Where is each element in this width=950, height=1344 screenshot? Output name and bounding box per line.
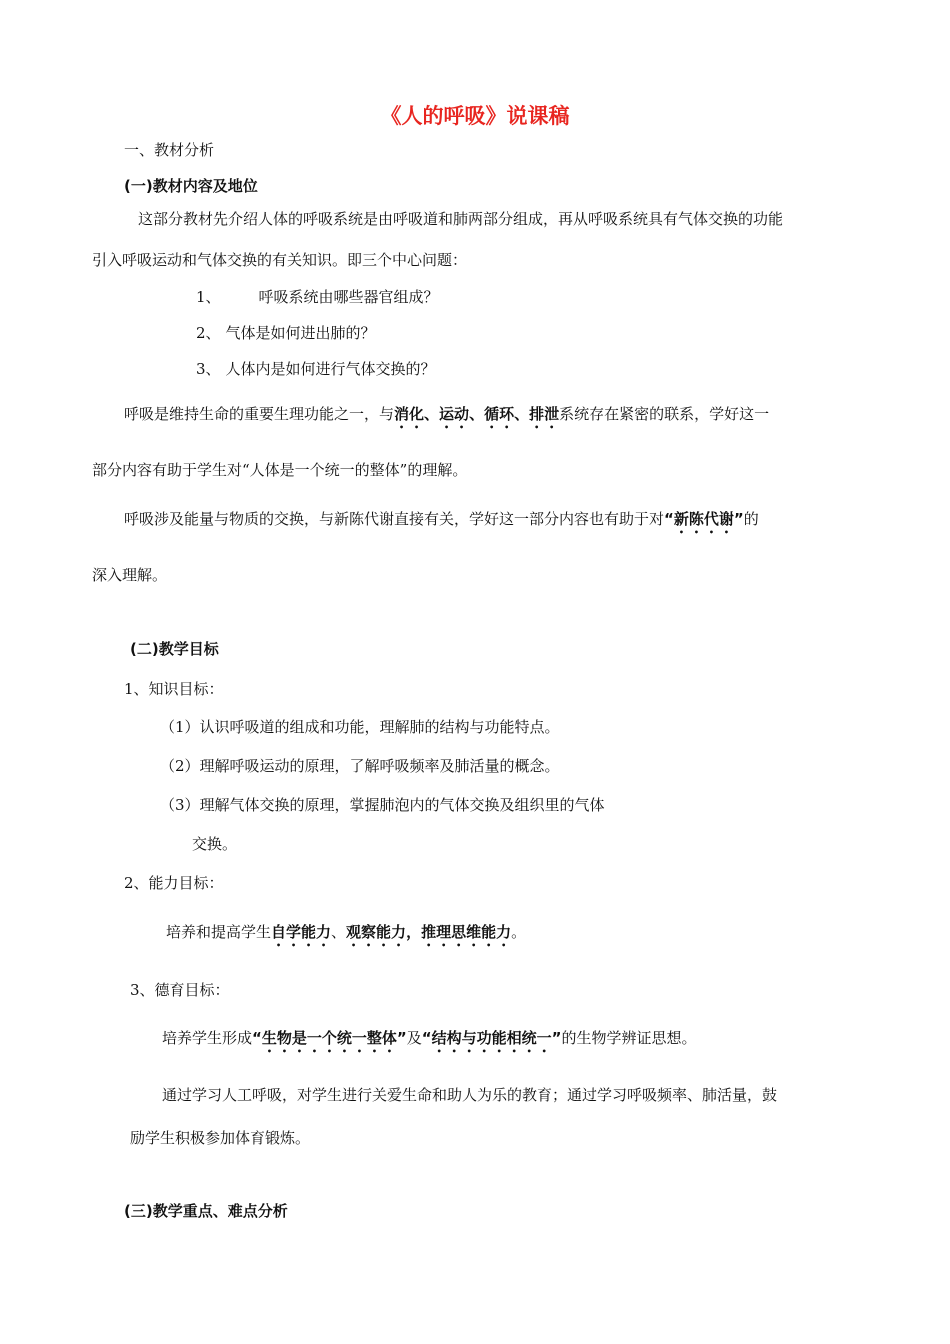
separator: 、 bbox=[424, 405, 440, 423]
knowledge-goal-3: （3）理解气体交换的原理，掌握肺泡内的气体交换及组织里的气体 bbox=[160, 796, 605, 814]
text-run: 的生物学辨证思想。 bbox=[561, 1029, 697, 1047]
text-run: 及 bbox=[406, 1029, 422, 1047]
emphasis-reasoning: 推理思维能力 bbox=[421, 923, 512, 941]
text-run: 培养和提高学生 bbox=[166, 923, 272, 941]
emphasis-observation: 观察能力 bbox=[346, 923, 407, 941]
subheading-key-difficult-points: (三)教学重点、难点分析 bbox=[124, 1202, 288, 1220]
moral-paragraph-line2: 励学生积极参加体育锻炼。 bbox=[130, 1129, 311, 1147]
knowledge-goal-1: （1）认识呼吸道的组成和功能，理解肺的结构与功能特点。 bbox=[160, 718, 560, 736]
emphasis-circulation: 循环 bbox=[484, 405, 515, 423]
emphasis-movement: 运动 bbox=[439, 405, 470, 423]
question-text: 人体内是如何进行气体交换的？ bbox=[225, 360, 436, 378]
separator: ， bbox=[406, 923, 422, 941]
text-run: 呼吸是维持生命的重要生理功能之一，与 bbox=[124, 405, 395, 423]
text-run: 培养学生形成 bbox=[162, 1029, 253, 1047]
paragraph-metabolism-line2: 深入理解。 bbox=[92, 566, 168, 584]
quote-mark: ” bbox=[551, 1029, 562, 1047]
quote-mark: “ bbox=[421, 1029, 432, 1047]
question-number: 1、 bbox=[196, 288, 221, 306]
separator: 、 bbox=[469, 405, 485, 423]
text-run: 。 bbox=[511, 923, 527, 941]
subheading-content-position: (一)教材内容及地位 bbox=[124, 177, 258, 195]
document-title: 《人的呼吸》说课稿 bbox=[380, 104, 570, 128]
section-heading-textbook-analysis: 一、教材分析 bbox=[124, 141, 215, 159]
emphasis-metabolism: 新陈代谢 bbox=[673, 510, 734, 528]
separator: 、 bbox=[331, 923, 347, 941]
text-run: 呼吸涉及能量与物质的交换，与新陈代谢直接有关，学好这一部分内容也有助于对 bbox=[124, 510, 665, 528]
ability-goals-text bbox=[166, 922, 526, 950]
paragraph-relations-line1 bbox=[124, 404, 769, 432]
emphasis-excretion: 排泄 bbox=[529, 405, 560, 423]
question-text: 呼吸系统由哪些器官组成？ bbox=[258, 288, 439, 306]
question-number: 2、 bbox=[196, 324, 221, 342]
paragraph-relations-line2: 部分内容有助于学生对“人体是一个统一的整体”的理解。 bbox=[92, 461, 468, 479]
quote-mark: “ bbox=[664, 510, 674, 528]
moral-paragraph-line1: 通过学习人工呼吸，对学生进行关爱生命和助人为乐的教育；通过学习呼吸频率、肺活量，鼓 bbox=[162, 1086, 778, 1104]
paragraph-intro-line2: 引入呼吸运动和气体交换的有关知识。即三个中心问题： bbox=[92, 251, 468, 269]
emphasis-unified-whole: 生物是一个统一整体 bbox=[261, 1029, 397, 1047]
question-item-1 bbox=[196, 287, 439, 307]
ability-goals-heading: 2、能力目标： bbox=[124, 874, 224, 892]
paragraph-intro-line1: 这部分教材先介绍人体的呼吸系统是由呼吸道和肺两部分组成，再从呼吸系统具有气体交换的功能 bbox=[138, 210, 784, 228]
text-run: 系统存在紧密的联系，学好这一 bbox=[559, 405, 770, 423]
emphasis-digestion: 消化 bbox=[394, 405, 425, 423]
text-run: 的 bbox=[743, 510, 759, 528]
paragraph-metabolism-line1 bbox=[124, 509, 759, 537]
emphasis-self-study: 自学能力 bbox=[271, 923, 332, 941]
quote-mark: ” bbox=[733, 510, 744, 528]
emphasis-structure-function: 结构与功能相统一 bbox=[431, 1029, 552, 1047]
knowledge-goal-3-continued: 交换。 bbox=[192, 835, 238, 853]
question-item-2 bbox=[196, 323, 376, 343]
knowledge-goal-2: （2）理解呼吸运动的原理，了解呼吸频率及肺活量的概念。 bbox=[160, 757, 560, 775]
question-number: 3、 bbox=[196, 360, 221, 378]
question-item-3 bbox=[196, 359, 436, 379]
quote-mark: “ bbox=[252, 1029, 262, 1047]
question-text: 气体是如何进出肺的？ bbox=[225, 324, 376, 342]
quote-mark: ” bbox=[396, 1029, 407, 1047]
moral-goals-heading: 3、德育目标： bbox=[130, 981, 230, 999]
moral-goals-text bbox=[162, 1028, 697, 1056]
separator: 、 bbox=[514, 405, 530, 423]
knowledge-goals-heading: 1、知识目标： bbox=[124, 680, 224, 698]
subheading-teaching-goals: (二)教学目标 bbox=[130, 640, 219, 658]
